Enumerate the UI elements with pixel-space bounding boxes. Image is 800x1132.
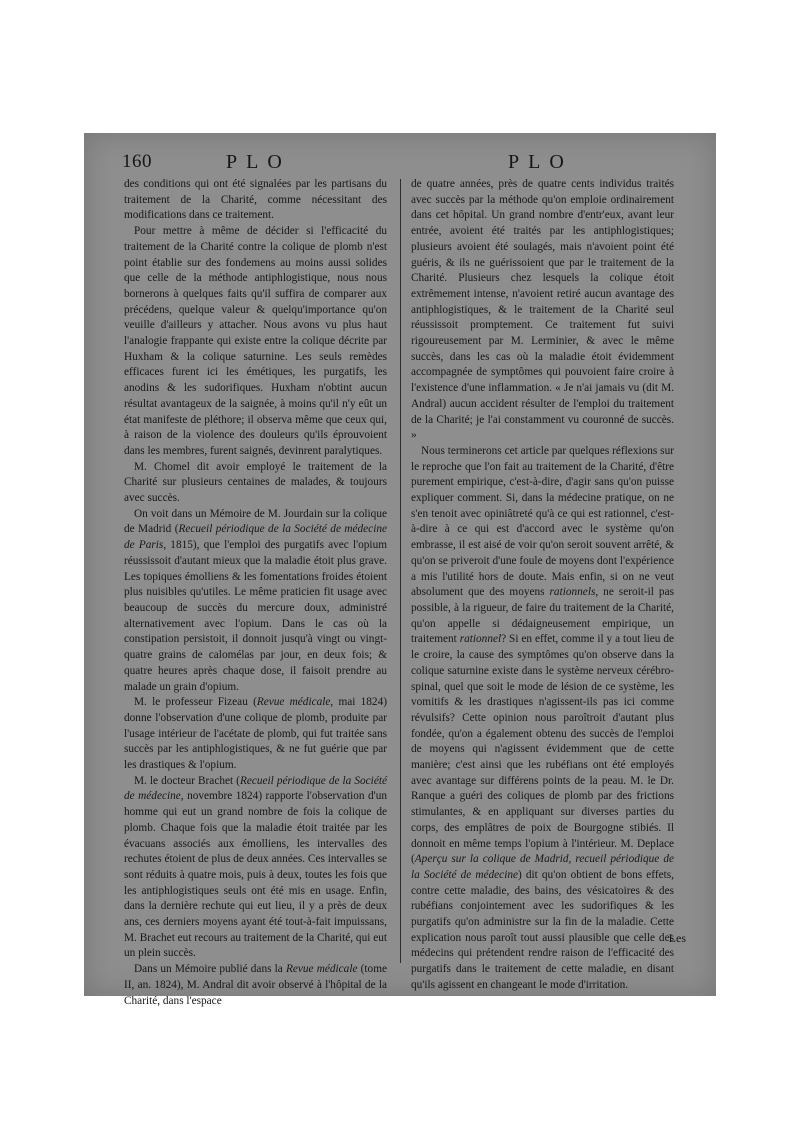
paragraph: M. Chomel dit avoir employé le traitement de la Charité sur plusieurs centaines de malades, & toujours avec succès. <box>124 460 387 505</box>
italic-text: rationnels <box>549 586 596 599</box>
paragraph: de quatre années, près de quatre cents individus traités avec succès par la méthode qu'on emploie ordinairement dans cet hôpital. Un grand nombre d'entr'eux, avant leur entrée, avoient été traités par les antiphlogistiques; plusieurs avoient été soulagés, mais n'avoient point été guéris, & ils ne guérissoient que par le traitement de la Charité. Plusieurs chez lesquels la colique étoit extrêmement intense, n'avoient retiré aucun avantage des antiphlogistiques, & le traitement de la Charité seul réussissoit promptement. Ce traitement fut suivi rigoureusement par M. Lerminier, & avec le même succès, dans les cas où la maladie étoit évidemment accompagnée de symptômes qui pouvoient faire croire à l'existence d'une inflammation. « Je n'ai jamais vu (dit M. Andral) aucun accident résulter de l'emploi du traitement de la Charité; je l'ai constamment vu couronné de succès. » <box>411 178 674 442</box>
running-head-left: PLO <box>226 151 291 173</box>
paragraph <box>124 695 387 774</box>
text-run: (tome II, an. 1824), M. Andral dit avoir observé à l'hôpital de la Charité, dans l'espace <box>124 963 387 1007</box>
scanned-page <box>84 133 716 1007</box>
column-rule <box>400 179 401 963</box>
text-run: , mai 1824) donne l'observation d'une colique de plomb, produite par l'usage intérieur de l'acétate de plomb, qui fut traitée sans succès par les antiphlogistiques, & ne fut guérie que par les drastiques & l'opium. <box>124 696 387 772</box>
paragraph: des conditions qui ont été signalées par les partisans du traitement de la Charité, comme nécessitant des modifications dans ce traitement. <box>124 178 387 222</box>
paragraph <box>124 507 387 695</box>
text-run: Dans un Mémoire publié dans la <box>134 963 286 976</box>
page-number: 160 <box>122 151 152 172</box>
text-run: M. le docteur Brachet ( <box>134 774 240 787</box>
text-run: , novembre 1824) rapporte l'observation d'un homme qui eut un grand nombre de fois la colique de plomb. Chaque fois que la maladie étoit traitée par les évacuans associés aux émolliens, les intervalles des rechutes étoient de plus de deux années. Ces intervalles se sont réduits à quatre mois, puis à deux, toutes les fois que les antiphlogistiques seuls ont été mis en usage. Enfin, dans la dernière rechute qui eut lieu, il y a près de deux ans, ces derniers moyens ayant été tout-à-fait impuissans, M. Brachet eut recours au traitement de la Charité, qui eut un plein succès. <box>124 790 387 960</box>
text-run: M. le professeur Fizeau ( <box>134 696 257 709</box>
text-run: , ne seroit-il pas possible, à la rigueur, de faire du traitement de la Charité, qu'on appelle si dédaigneusement empirique, un traitement <box>411 586 674 646</box>
text-run: On voit dans un Mémoire de M. Jourdain sur la colique de Madrid ( <box>124 507 387 536</box>
running-head-right: PLO <box>508 151 573 173</box>
paragraph <box>124 774 387 962</box>
catchword: Les <box>668 931 686 945</box>
paragraph <box>411 444 674 994</box>
italic-text: Revue médicale <box>285 963 358 976</box>
paragraph <box>124 962 387 1009</box>
italic-text: Aperçu sur la colique de Madrid, recueil périodique de la Société de médecine <box>411 853 674 881</box>
text-run: Nous terminerons cet article par quelques réflexions sur le reproche que l'on fait au traitement de la Charité, d'être purement empirique, c'est-à-dire, d'agir sans qu'on puisse expliquer comment. Si, dans la médecine pratique, on ne s'en tenoit avec opiniâtreté qu'à ce qui est rationnel, c'est-à-dire à ce qui est d'accord avec le système qu'on embrasse, il est aisé de voir qu'on seroit souvent arrêté, & qu'on se priveroit d'une foule de moyens dont l'expérience a mis l'utilité hors de doute. Mais enfin, si on ne veut absolument que des moyens <box>411 444 674 599</box>
italic-text: Recueil périodique de la Société de médecine <box>124 774 387 803</box>
paragraph: Pour mettre à même de décider si l'efficacité du traitement de la Charité contre la colique de plomb n'est point établie sur des fondemens au moins aussi solides que celle de la méthode antiphlogistique, nous nous bornerons à quelques faits qu'il suffira de comparer aux précédens, quelque valeur & quelqu'importance qu'on veuille d'ailleurs y attacher. Nous avons vu plus haut l'analogie frappante qui existe entre la colique décrite par Huxham & la colique saturnine. Les seuls remèdes efficaces furent ici les émétiques, les purgatifs, les anodins & les sudorifiques. Huxham n'obtint aucun résultat avantageux de la saignée, à moins qu'il n'y eût un état manifeste de pléthore; il observa même que ceux qui, à raison de la violence des douleurs qu'ils éprouvoient dans les membres, furent saignés, devinrent paralytiques. <box>124 225 387 457</box>
text-run: ? Si en effet, comme il y a tout lieu de le croire, la cause des symptômes qu'on observe dans la colique saturnine existe dans le système nerveux cérébro-spinal, quel que soit le mode de lésion de ce système, les vomitifs & les drastiques n'agissent-ils pas ici comme révulsifs? Cette opinion nous paroîtroit d'autant plus fondée, qu'on a également obtenu des succès de l'emploi de moyens qui n'agissent évidemment que de cette manière; c'est ainsi que les rubéfians ont été employés avec avantage sur différens points de la peau. M. le Dr. Ranque a guéri des coliques de plomb par des frictions stimulantes, & en appliquant sur diverses parties du corps, des emplâtres de poix de Bourgogne stibiés. Il donnoit en même temps l'opium à l'intérieur. M. Deplace ( <box>411 633 674 866</box>
italic-text: Recueil périodique de la Société de médecine de Paris <box>124 523 387 552</box>
left-column <box>124 177 388 1007</box>
right-column <box>411 177 674 991</box>
text-run: ) dit qu'on obtient de bons effets, contre cette maladie, des bains, des vésicatoires & des rubéfians conjointement avec les sudorifiques & les purgatifs qu'on administre sur la fin de la maladie. Cette explication nous paroît tout aussi plausible que celle des médecins qui prétendent rendre raison de l'efficacité des purgatifs dans le traitement de cette maladie, en disant qu'ils agissent en changeant le mode d'irritation. <box>411 868 674 991</box>
page-header <box>122 149 678 173</box>
italic-text: Revue médicale <box>256 696 331 709</box>
italic-text: rationnel <box>459 633 502 646</box>
text-run: , 1815), que l'emploi des purgatifs avec l'opium réussissoit d'autant mieux que la maladie étoit plus grave. Les topiques émolliens & les fomentations froides étoient plus nuisibles qu'utiles. Le même praticien fit usage avec beaucoup de succès du mercure doux, administré alternativement avec l'opium. Dans le cas où la constipation persistoit, il donnoit jusqu'à vingt ou vingt-quatre grains de calomélas par jour, en deux fois; & quatre heures après chaque dose, il faisoit prendre au malade un grain d'opium. <box>124 539 388 693</box>
